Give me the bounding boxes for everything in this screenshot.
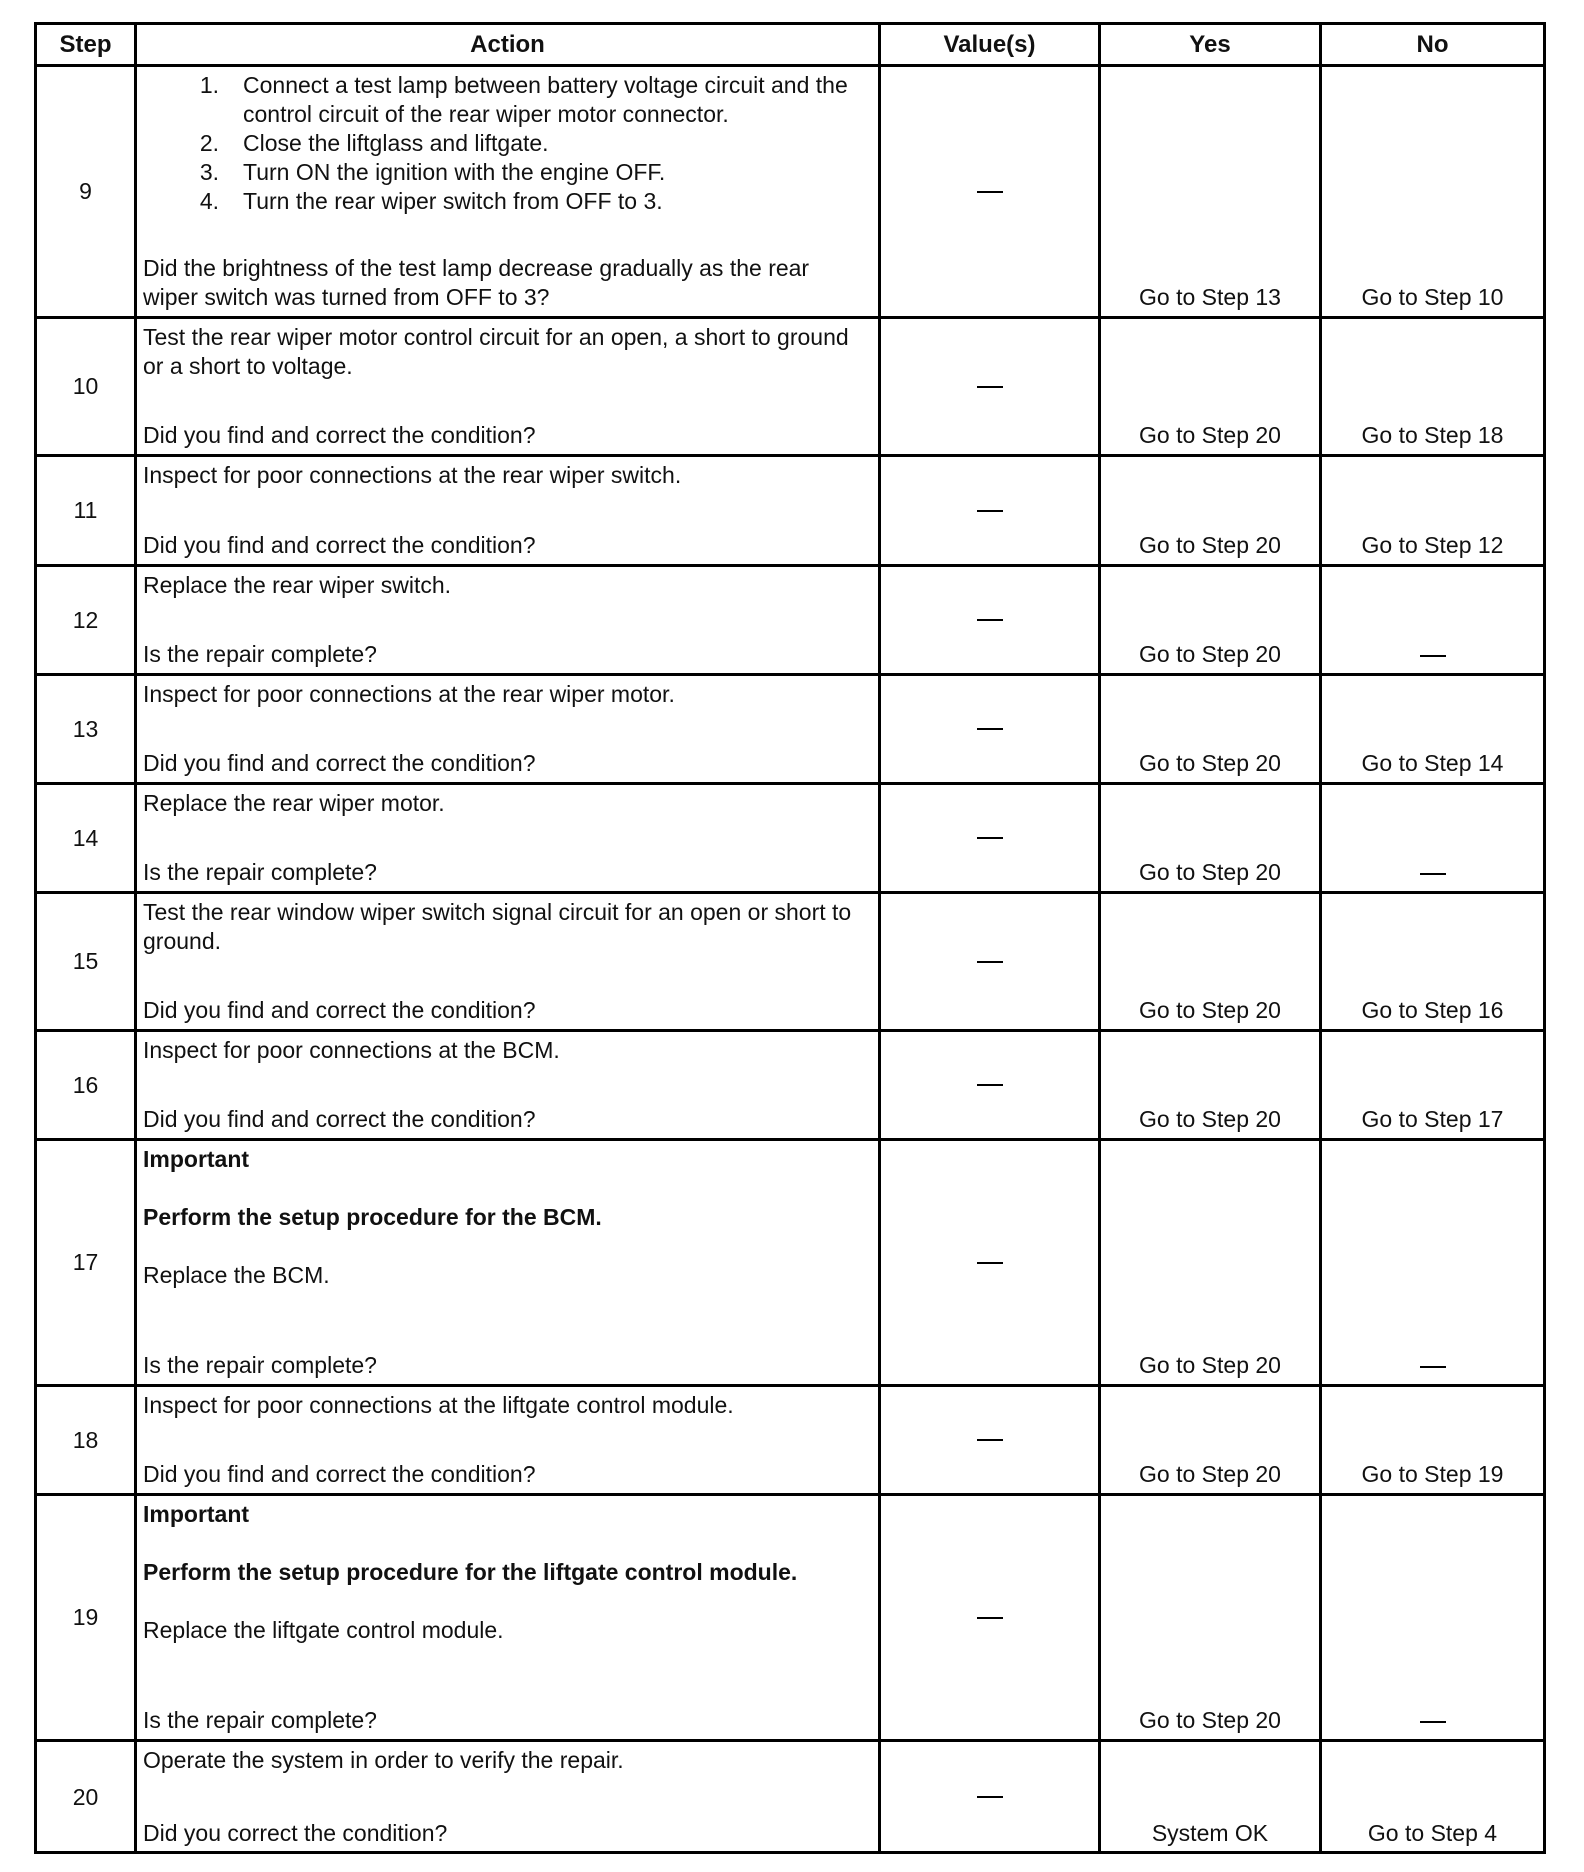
step-number: 9 xyxy=(37,67,137,319)
step-number: 15 xyxy=(37,894,137,1032)
no-dash xyxy=(1420,873,1446,875)
values-cell xyxy=(881,567,1101,676)
yes-cell xyxy=(1101,894,1322,1032)
instruction-list-item xyxy=(143,71,870,129)
yes-cell xyxy=(1101,1032,1322,1141)
list-item-text: Turn the rear wiper switch from OFF to 3. xyxy=(243,188,663,214)
yes-result: Go to Step 13 xyxy=(1139,284,1281,310)
no-cell xyxy=(1322,785,1543,894)
action-instructions xyxy=(143,680,870,709)
list-item-number: 2. xyxy=(199,130,219,156)
no-cell xyxy=(1322,67,1543,319)
yes-result: Go to Step 20 xyxy=(1139,422,1281,448)
no-dash xyxy=(1420,655,1446,657)
question-text: Did you find and correct the condition? xyxy=(143,532,536,558)
instruction-text: Replace the rear wiper switch. xyxy=(143,572,452,598)
values-cell xyxy=(881,785,1101,894)
action-cell xyxy=(137,1032,881,1141)
value-dash xyxy=(977,510,1003,512)
question-text: Did you correct the condition? xyxy=(143,1820,448,1846)
yes-result: Go to Step 20 xyxy=(1139,997,1281,1023)
list-item-number: 3. xyxy=(199,159,219,185)
list-item-text: Turn ON the ignition with the engine OFF. xyxy=(243,159,666,185)
list-item-number: 4. xyxy=(199,188,219,214)
yes-result: Go to Step 20 xyxy=(1139,641,1281,667)
action-instructions xyxy=(143,1391,870,1420)
no-cell xyxy=(1322,1387,1543,1496)
action-instructions xyxy=(143,461,870,490)
step-number: 18 xyxy=(37,1387,137,1496)
value-dash xyxy=(977,386,1003,388)
question-text: Is the repair complete? xyxy=(143,641,377,667)
yes-cell xyxy=(1101,1141,1322,1387)
instruction-list-item xyxy=(143,158,870,187)
instruction-list xyxy=(143,71,870,216)
values-cell xyxy=(881,319,1101,457)
value-dash xyxy=(977,1617,1003,1619)
values-cell xyxy=(881,676,1101,785)
question-text: Did you find and correct the condition? xyxy=(143,1106,536,1132)
values-cell xyxy=(881,1032,1101,1141)
question-text: Did you find and correct the condition? xyxy=(143,997,536,1023)
action-cell xyxy=(137,1387,881,1496)
yes-result: Go to Step 20 xyxy=(1139,532,1281,558)
no-cell xyxy=(1322,457,1543,567)
values-cell xyxy=(881,457,1101,567)
instruction-text: Test the rear window wiper switch signal circuit for an open or short to ground. xyxy=(143,899,852,954)
no-result: Go to Step 4 xyxy=(1367,1820,1498,1846)
yes-cell xyxy=(1101,1387,1322,1496)
values-cell xyxy=(881,1742,1101,1852)
question-text: Is the repair complete? xyxy=(143,859,377,885)
step-number: 14 xyxy=(37,785,137,894)
yes-result: Go to Step 20 xyxy=(1139,750,1281,776)
action-instructions xyxy=(143,1500,870,1645)
values-cell xyxy=(881,1387,1101,1496)
values-cell xyxy=(881,894,1101,1032)
no-result: Go to Step 10 xyxy=(1361,284,1504,310)
list-item-text: Connect a test lamp between battery voltage circuit and the control circuit of the rear wiper motor connector. xyxy=(243,72,848,127)
value-dash xyxy=(977,961,1003,963)
spacer xyxy=(143,1529,870,1558)
no-result: Go to Step 18 xyxy=(1361,422,1504,448)
value-dash xyxy=(977,191,1003,193)
list-item-number: 1. xyxy=(199,72,219,98)
no-cell xyxy=(1322,1032,1543,1141)
instruction-text: Inspect for poor connections at the BCM. xyxy=(143,1037,560,1063)
yes-result: Go to Step 20 xyxy=(1139,1352,1281,1378)
header-yes: Yes xyxy=(1101,25,1322,67)
instruction-list-item xyxy=(143,129,870,158)
value-dash xyxy=(977,837,1003,839)
yes-result: Go to Step 20 xyxy=(1139,1461,1281,1487)
no-cell xyxy=(1322,319,1543,457)
yes-cell xyxy=(1101,457,1322,567)
value-dash xyxy=(977,1796,1003,1798)
values-cell xyxy=(881,1141,1101,1387)
spacer xyxy=(143,1587,870,1616)
instruction-text: Replace the BCM. xyxy=(143,1262,330,1288)
no-cell xyxy=(1322,676,1543,785)
question-text: Did you find and correct the condition? xyxy=(143,750,536,776)
yes-cell xyxy=(1101,319,1322,457)
instruction-text: Replace the liftgate control module. xyxy=(143,1617,504,1643)
yes-result: System OK xyxy=(1151,1820,1269,1846)
list-item-text: Close the liftglass and liftgate. xyxy=(243,130,549,156)
question-text: Is the repair complete? xyxy=(143,1707,377,1733)
spacer xyxy=(143,1174,870,1203)
yes-result: Go to Step 20 xyxy=(1139,1106,1281,1132)
no-cell xyxy=(1322,894,1543,1032)
no-cell xyxy=(1322,1496,1543,1742)
step-number: 13 xyxy=(37,676,137,785)
values-cell xyxy=(881,1496,1101,1742)
no-cell xyxy=(1322,1742,1543,1852)
no-cell xyxy=(1322,567,1543,676)
action-instructions xyxy=(143,323,870,381)
action-cell xyxy=(137,1496,881,1742)
header-values: Value(s) xyxy=(881,25,1101,67)
instruction-list-item xyxy=(143,187,870,216)
yes-cell xyxy=(1101,676,1322,785)
step-number: 10 xyxy=(37,319,137,457)
action-instructions xyxy=(143,1746,870,1775)
header-no: No xyxy=(1322,25,1543,67)
yes-cell xyxy=(1101,567,1322,676)
action-cell xyxy=(137,319,881,457)
question-text: Is the repair complete? xyxy=(143,1352,377,1378)
value-dash xyxy=(977,1439,1003,1441)
diagnostic-table xyxy=(34,22,1546,1854)
value-dash xyxy=(977,728,1003,730)
instruction-text: Inspect for poor connections at the rear wiper motor. xyxy=(143,681,675,707)
important-note: Perform the setup procedure for the BCM. xyxy=(143,1204,602,1230)
yes-cell xyxy=(1101,67,1322,319)
action-instructions xyxy=(143,71,870,216)
no-result: Go to Step 16 xyxy=(1361,997,1504,1023)
spacer xyxy=(143,1232,870,1261)
step-number: 11 xyxy=(37,457,137,567)
action-instructions xyxy=(143,789,870,818)
question-text: Did you find and correct the condition? xyxy=(143,1461,536,1487)
action-instructions xyxy=(143,571,870,600)
action-cell xyxy=(137,457,881,567)
no-dash xyxy=(1420,1721,1446,1723)
action-cell xyxy=(137,785,881,894)
no-result: Go to Step 17 xyxy=(1361,1106,1504,1132)
question-text: Did the brightness of the test lamp decrease gradually as the rear wiper switch was turned from OFF to 3? xyxy=(143,255,810,310)
important-note: Perform the setup procedure for the liftgate control module. xyxy=(143,1559,798,1585)
yes-result: Go to Step 20 xyxy=(1139,1707,1281,1733)
action-cell xyxy=(137,1141,881,1387)
action-instructions xyxy=(143,1145,870,1290)
action-cell xyxy=(137,1742,881,1852)
values-cell xyxy=(881,67,1101,319)
instruction-text: Operate the system in order to verify the repair. xyxy=(143,1747,624,1773)
step-number: 20 xyxy=(37,1742,137,1852)
question-text: Did you find and correct the condition? xyxy=(143,422,536,448)
no-result: Go to Step 14 xyxy=(1361,750,1504,776)
action-instructions xyxy=(143,898,870,956)
header-action: Action xyxy=(137,25,881,67)
no-cell xyxy=(1322,1141,1543,1387)
yes-cell xyxy=(1101,785,1322,894)
action-cell xyxy=(137,894,881,1032)
value-dash xyxy=(977,619,1003,621)
instruction-text: Inspect for poor connections at the rear wiper switch. xyxy=(143,462,682,488)
header-step: Step xyxy=(37,25,137,67)
action-instructions xyxy=(143,1036,870,1065)
yes-cell xyxy=(1101,1742,1322,1852)
action-cell xyxy=(137,67,881,319)
value-dash xyxy=(977,1262,1003,1264)
value-dash xyxy=(977,1084,1003,1086)
step-number: 12 xyxy=(37,567,137,676)
step-number: 16 xyxy=(37,1032,137,1141)
yes-cell xyxy=(1101,1496,1322,1742)
instruction-text: Inspect for poor connections at the liftgate control module. xyxy=(143,1392,734,1418)
action-cell xyxy=(137,567,881,676)
yes-result: Go to Step 20 xyxy=(1139,859,1281,885)
instruction-text: Test the rear wiper motor control circuit for an open, a short to ground or a short to voltage. xyxy=(143,324,849,379)
no-dash xyxy=(1420,1366,1446,1368)
step-number: 17 xyxy=(37,1141,137,1387)
important-label: Important xyxy=(143,1146,250,1172)
no-result: Go to Step 12 xyxy=(1361,532,1504,558)
step-number: 19 xyxy=(37,1496,137,1742)
no-result: Go to Step 19 xyxy=(1361,1461,1504,1487)
action-cell xyxy=(137,676,881,785)
instruction-text: Replace the rear wiper motor. xyxy=(143,790,445,816)
important-label: Important xyxy=(143,1501,250,1527)
